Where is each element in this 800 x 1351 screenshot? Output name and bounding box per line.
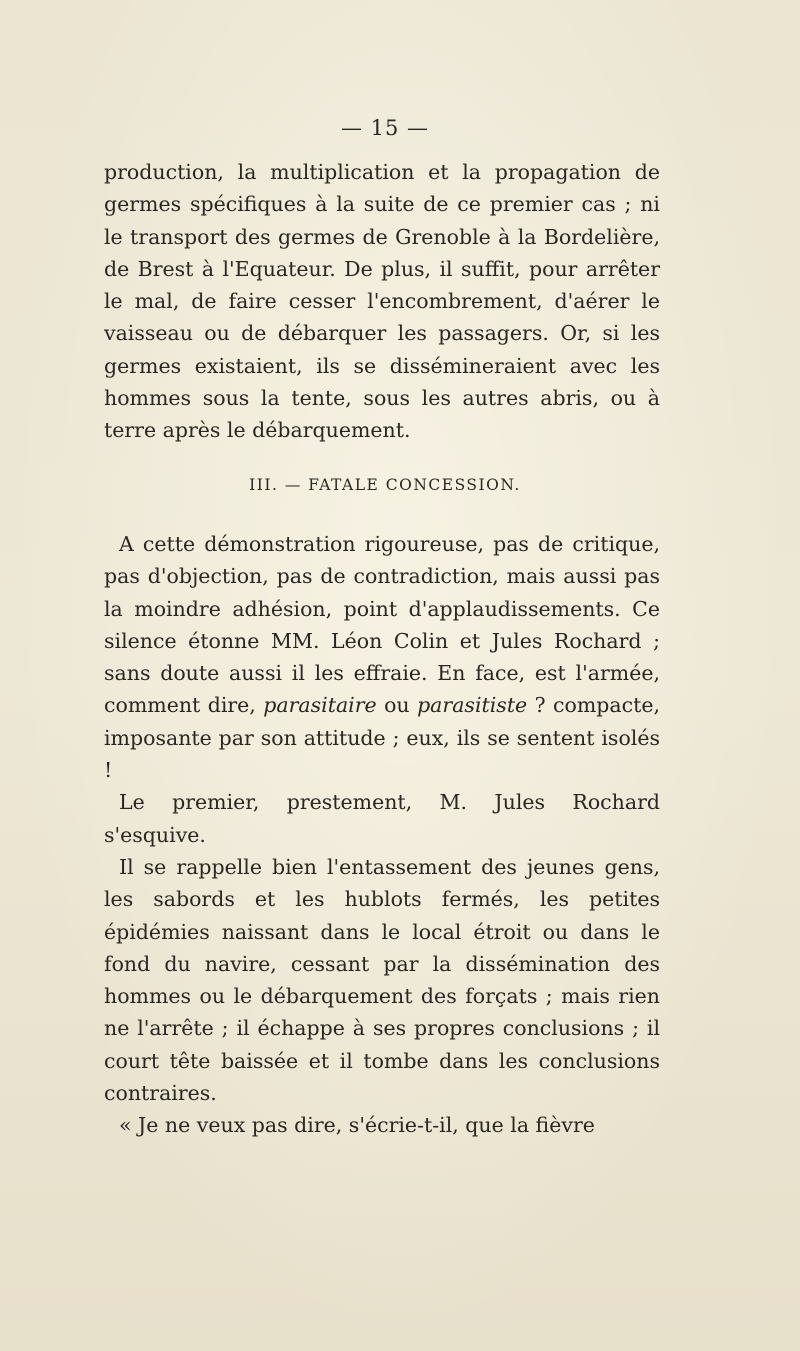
term-parasitaire: parasitaire [263,693,377,718]
paragraph-demonstration [104,528,660,786]
paragraph-quote-start: « Je ne veux pas dire, s'écrie-t-il, que la fièvre [119,1113,595,1138]
paragraph-rappel: Il se rappelle bien l'entassement des jeunes gens, les sabords et les hublots fermés, les petites épidémies naissant dans le local étroit ou dans le fond du navire, cessant par la dissémination des hommes ou le débarquement des forçats ; mais rien ne l'arrête ; il échappe à ses propres conclusions ; il court tête baissée et il tombe dans les conclusions contraires. [104,854,660,1106]
page-number: — 15 — [340,116,430,140]
paragraph-premier: Le premier, prestement, M. Jules Rochard s'esquive. [104,790,660,847]
connector-text: ou [376,693,418,718]
text-block-main [104,528,660,1142]
paragraph-demonstration-part-2: ? compacte, imposante par son attitude ; eux, ils se sentent isolés ! [104,693,661,783]
paragraph-continuation: production, la multiplication et la propagation de germes spécifiques à la suite de ce premier cas ; ni le transport des germes de Grenoble à la Bordelière, de Brest à l'Equateur. De plus, il suffit, pour arrêter le mal, de faire cesser l'encombrement, d'aérer le vaisseau ou de débarquer les passagers. Or, si les germes existaient, ils se dissémineraient avec les hommes sous la tente, sous les autres abris, ou à terre après le débarquement. [104,160,660,443]
section-heading: III. — FATALE CONCESSION. [249,476,521,494]
text-block-top [104,156,660,447]
paragraph-demonstration-part-1: A cette démonstration rigoureuse, pas de critique, pas d'objection, pas de contradiction, mais aussi pas la moindre adhésion, point d'applaudissements. Ce silence étonne MM. Léon Colin et Jules Rochard ; sans doute aussi il les effraie. En face, est l'armée, comment dire, [104,532,660,718]
term-parasitiste: parasitiste [417,693,528,718]
